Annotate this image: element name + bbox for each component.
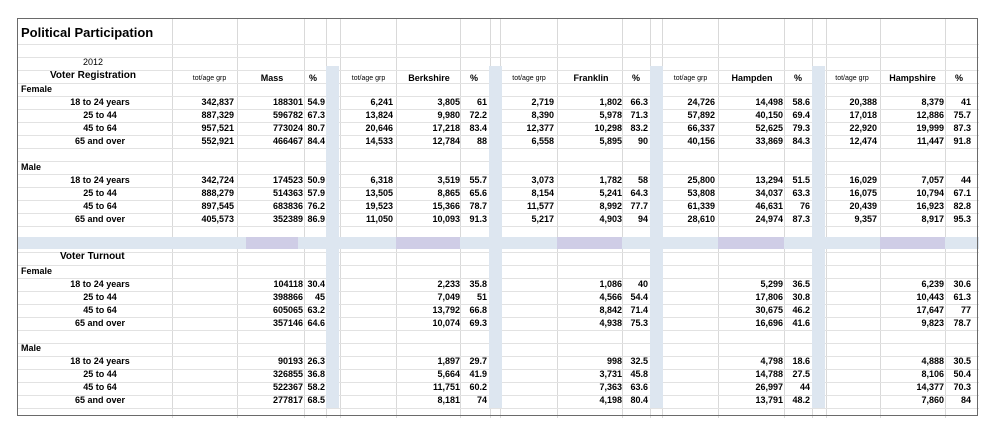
hampden-percent-cell: 18.6	[792, 356, 810, 366]
berkshire-percent-cell: 60.2	[469, 382, 487, 392]
hampshire-count-cell: 14,377	[916, 382, 944, 392]
age-group-label: 45 to 64	[83, 382, 117, 392]
hampden-total-cell: 24,726	[687, 97, 715, 107]
hampshire-total-cell: 22,920	[849, 123, 877, 133]
hampshire-count-cell: 8,106	[921, 369, 944, 379]
mass-tot-header: tot/age grp	[192, 75, 227, 82]
hampshire-count-cell: 19,999	[916, 123, 944, 133]
franklin-count-cell: 3,731	[599, 369, 622, 379]
hampshire-percent-cell: 84	[960, 395, 971, 405]
hampshire-count-cell: 11,447	[916, 136, 944, 146]
mass-total-cell: 342,724	[201, 175, 234, 185]
franklin-count-cell: 998	[606, 356, 622, 366]
mass-count-cell: 522367	[272, 382, 303, 392]
mass-count-cell: 398866	[272, 292, 303, 302]
hampden-total-cell: 61,339	[687, 201, 715, 211]
franklin-percent-cell: 94	[637, 214, 648, 224]
age-group-label: 25 to 44	[83, 369, 117, 379]
franklin-percent-cell: 54.4	[630, 292, 648, 302]
hampshire-count-cell: 8,379	[921, 97, 944, 107]
registration-male-label: Male	[21, 162, 42, 172]
hampshire-total-cell: 9,357	[854, 214, 877, 224]
mass-count-cell: 326855	[272, 369, 303, 379]
mass-count-cell: 188301	[272, 97, 303, 107]
hampshire-count-cell: 16,923	[916, 201, 944, 211]
franklin-tot-header: tot/age grp	[512, 75, 546, 82]
hampshire-count-cell: 10,794	[916, 188, 944, 198]
berkshire-total-cell: 6,241	[370, 97, 393, 107]
hampshire-tot-header: tot/age grp	[835, 75, 869, 82]
hampden-percent-cell: 58.6	[792, 97, 810, 107]
hampshire-total-cell: 17,018	[849, 110, 877, 120]
mass-percent-cell: 84.4	[307, 136, 325, 146]
age-group-label: 25 to 44	[83, 110, 117, 120]
franklin-count-cell: 1,086	[599, 279, 622, 289]
mass-total-cell: 887,329	[201, 110, 234, 120]
mass-count-cell: 174523	[272, 175, 303, 185]
table-row	[0, 381, 994, 394]
mass-percent-cell: 54.9	[307, 97, 325, 107]
berkshire-tot-header: tot/age grp	[351, 75, 386, 82]
table-row	[0, 317, 994, 330]
mass-percent-cell: 30.4	[307, 279, 325, 289]
age-group-label: 18 to 24 years	[70, 175, 130, 185]
franklin-percent-cell: 90	[637, 136, 648, 146]
mass-count-cell: 104118	[273, 279, 303, 289]
table-row	[0, 109, 994, 122]
hampshire-total-cell: 16,075	[849, 188, 877, 198]
hampden-percent-cell: 48.2	[792, 395, 810, 405]
berkshire-total-cell: 6,318	[370, 175, 393, 185]
berkshire-count-cell: 3,805	[437, 97, 460, 107]
hampshire-count-cell: 12,886	[916, 110, 944, 120]
berkshire-percent-cell: 88	[476, 136, 487, 146]
registration-female-label: Female	[21, 84, 53, 94]
age-group-label: 65 and over	[74, 214, 126, 224]
hampden-count-cell: 4,798	[760, 356, 783, 366]
franklin-percent-cell: 75.3	[630, 318, 648, 328]
hampden-count-cell: 13,294	[755, 175, 783, 185]
mass-total-cell: 957,521	[201, 123, 234, 133]
berkshire-percent-cell: 74	[476, 395, 487, 405]
hampshire-count-cell: 7,057	[921, 175, 944, 185]
age-group-label: 45 to 64	[83, 305, 117, 315]
hampshire-percent-cell: 78.7	[953, 318, 971, 328]
mass-count-cell: 683836	[272, 201, 303, 211]
franklin-percent-cell: 63.6	[630, 382, 648, 392]
mass-count-cell: 466467	[272, 136, 303, 146]
berkshire-total-cell: 19,523	[365, 201, 393, 211]
hampshire-percent-cell: 82.8	[953, 201, 971, 211]
turnout-female-label: Female	[21, 266, 53, 276]
mass-pct-header: %	[308, 73, 317, 83]
franklin-count-cell: 5,895	[599, 136, 622, 146]
mass-count-cell: 357146	[272, 318, 303, 328]
franklin-total-cell: 11,577	[526, 201, 554, 211]
hampshire-header: Hampshire	[889, 73, 936, 83]
mass-count-cell: 277817	[272, 395, 303, 405]
franklin-percent-cell: 71.3	[630, 110, 648, 120]
franklin-total-cell: 6,558	[531, 136, 554, 146]
hampshire-percent-cell: 91.8	[953, 136, 971, 146]
berkshire-percent-cell: 35.8	[469, 279, 487, 289]
berkshire-count-cell: 8,181	[437, 395, 460, 405]
hampden-count-cell: 46,631	[755, 201, 783, 211]
hampshire-percent-cell: 87.3	[953, 123, 971, 133]
franklin-count-cell: 4,903	[599, 214, 622, 224]
berkshire-total-cell: 14,533	[365, 136, 393, 146]
berkshire-count-cell: 8,865	[437, 188, 460, 198]
mass-total-cell: 342,837	[201, 97, 234, 107]
table-row	[0, 278, 994, 291]
hampshire-count-cell: 4,888	[921, 356, 944, 366]
mass-percent-cell: 80.7	[307, 123, 325, 133]
mass-count-cell: 773024	[272, 123, 303, 133]
franklin-percent-cell: 64.3	[630, 188, 648, 198]
hampden-count-cell: 33,869	[755, 136, 783, 146]
franklin-count-cell: 5,241	[599, 188, 622, 198]
franklin-percent-cell: 77.7	[630, 201, 648, 211]
hampden-total-cell: 40,156	[687, 136, 715, 146]
berkshire-count-cell: 12,784	[432, 136, 460, 146]
age-group-label: 45 to 64	[83, 201, 117, 211]
table-row	[0, 291, 994, 304]
age-group-label: 18 to 24 years	[70, 356, 130, 366]
hampden-percent-cell: 79.3	[792, 123, 810, 133]
franklin-percent-cell: 80.4	[630, 395, 648, 405]
hampden-total-cell: 28,610	[687, 214, 715, 224]
berkshire-count-cell: 3,519	[437, 175, 460, 185]
hampshire-percent-cell: 77	[960, 305, 971, 315]
mass-percent-cell: 57.9	[307, 188, 325, 198]
table-row	[0, 355, 994, 368]
berkshire-count-cell: 13,792	[432, 305, 460, 315]
mass-total-cell: 552,921	[201, 136, 234, 146]
hampden-pct-header: %	[793, 73, 802, 83]
berkshire-count-cell: 1,897	[437, 356, 460, 366]
hampden-count-cell: 16,696	[755, 318, 783, 328]
mass-percent-cell: 58.2	[307, 382, 325, 392]
hampden-percent-cell: 63.3	[792, 188, 810, 198]
hampden-count-cell: 24,974	[755, 214, 783, 224]
hampshire-percent-cell: 30.6	[953, 279, 971, 289]
hampshire-percent-cell: 67.1	[953, 188, 971, 198]
age-group-label: 25 to 44	[83, 188, 117, 198]
berkshire-percent-cell: 51	[476, 292, 487, 302]
hampden-count-cell: 52,625	[755, 123, 783, 133]
hampden-count-cell: 30,675	[755, 305, 783, 315]
franklin-count-cell: 10,298	[594, 123, 622, 133]
mass-percent-cell: 50.9	[307, 175, 325, 185]
mass-percent-cell: 26.3	[307, 356, 325, 366]
hampshire-percent-cell: 41	[960, 97, 971, 107]
hampden-count-cell: 13,791	[755, 395, 783, 405]
berkshire-percent-cell: 55.7	[469, 175, 487, 185]
registration-title: Voter Registration	[50, 70, 136, 81]
hampshire-percent-cell: 70.3	[953, 382, 971, 392]
hampden-total-cell: 25,800	[687, 175, 715, 185]
berkshire-count-cell: 11,751	[432, 382, 460, 392]
table-row	[0, 96, 994, 109]
franklin-count-cell: 8,992	[599, 201, 622, 211]
franklin-count-cell: 4,566	[599, 292, 622, 302]
franklin-count-cell: 8,842	[599, 305, 622, 315]
hampden-count-cell: 14,788	[755, 369, 783, 379]
hampden-count-cell: 14,498	[755, 97, 783, 107]
mass-percent-cell: 45	[314, 292, 325, 302]
table-row	[0, 213, 994, 226]
berkshire-count-cell: 15,366	[432, 201, 460, 211]
mass-percent-cell: 68.5	[307, 395, 325, 405]
mass-total-cell: 405,573	[201, 214, 234, 224]
hampden-percent-cell: 44	[799, 382, 810, 392]
mass-percent-cell: 67.3	[307, 110, 325, 120]
age-group-label: 65 and over	[74, 395, 126, 405]
hampden-percent-cell: 36.5	[792, 279, 810, 289]
berkshire-total-cell: 11,050	[365, 214, 393, 224]
hampden-total-cell: 66,337	[687, 123, 715, 133]
berkshire-percent-cell: 78.7	[469, 201, 487, 211]
hampshire-percent-cell: 50.4	[953, 369, 971, 379]
franklin-total-cell: 2,719	[531, 97, 554, 107]
franklin-count-cell: 1,802	[599, 97, 622, 107]
table-row	[0, 122, 994, 135]
franklin-total-cell: 5,217	[531, 214, 554, 224]
age-group-label: 18 to 24 years	[70, 97, 130, 107]
mass-count-cell: 90193	[277, 356, 303, 366]
hampden-percent-cell: 27.5	[792, 369, 810, 379]
berkshire-count-cell: 10,093	[432, 214, 460, 224]
hampshire-pct-header: %	[954, 73, 963, 83]
hampden-total-cell: 53,808	[687, 188, 715, 198]
hampshire-percent-cell: 30.5	[953, 356, 971, 366]
hampshire-count-cell: 7,860	[921, 395, 944, 405]
franklin-count-cell: 5,978	[599, 110, 622, 120]
hampshire-count-cell: 10,443	[916, 292, 944, 302]
hampshire-count-cell: 8,917	[921, 214, 944, 224]
table-row	[0, 368, 994, 381]
berkshire-percent-cell: 72.2	[469, 110, 487, 120]
table-row	[0, 200, 994, 213]
berkshire-percent-cell: 65.6	[469, 188, 487, 198]
hampshire-percent-cell: 44	[960, 175, 971, 185]
mass-count-cell: 352389	[272, 214, 303, 224]
berkshire-percent-cell: 41.9	[469, 369, 487, 379]
hampden-count-cell: 34,037	[755, 188, 783, 198]
hampshire-count-cell: 9,823	[921, 318, 944, 328]
table-row	[0, 174, 994, 187]
franklin-total-cell: 12,377	[526, 123, 554, 133]
hampden-count-cell: 5,299	[760, 279, 783, 289]
mass-count-cell: 605065	[272, 305, 303, 315]
mass-percent-cell: 86.9	[307, 214, 325, 224]
age-group-label: 45 to 64	[83, 123, 117, 133]
hampden-count-cell: 17,806	[755, 292, 783, 302]
hampden-percent-cell: 46.2	[792, 305, 810, 315]
franklin-percent-cell: 71.4	[630, 305, 648, 315]
franklin-total-cell: 3,073	[531, 175, 554, 185]
berkshire-header: Berkshire	[408, 73, 450, 83]
franklin-pct-header: %	[631, 73, 640, 83]
hampden-percent-cell: 41.6	[792, 318, 810, 328]
berkshire-total-cell: 13,824	[365, 110, 393, 120]
mass-count-cell: 514363	[272, 188, 303, 198]
berkshire-percent-cell: 83.4	[469, 123, 487, 133]
franklin-total-cell: 8,390	[531, 110, 554, 120]
berkshire-count-cell: 10,074	[432, 318, 460, 328]
hampshire-total-cell: 16,029	[849, 175, 877, 185]
table-row	[0, 187, 994, 200]
hampden-percent-cell: 69.4	[792, 110, 810, 120]
age-group-label: 25 to 44	[83, 292, 117, 302]
berkshire-percent-cell: 61	[476, 97, 487, 107]
age-group-label: 18 to 24 years	[70, 279, 130, 289]
franklin-count-cell: 4,198	[599, 395, 622, 405]
hampden-count-cell: 40,150	[755, 110, 783, 120]
berkshire-count-cell: 2,233	[437, 279, 460, 289]
hampshire-percent-cell: 95.3	[953, 214, 971, 224]
mass-percent-cell: 36.8	[307, 369, 325, 379]
hampshire-count-cell: 6,239	[921, 279, 944, 289]
franklin-percent-cell: 58	[637, 175, 648, 185]
hampden-percent-cell: 87.3	[792, 214, 810, 224]
mass-percent-cell: 63.2	[307, 305, 325, 315]
mass-percent-cell: 76.2	[307, 201, 325, 211]
hampshire-total-cell: 20,388	[849, 97, 877, 107]
franklin-percent-cell: 45.8	[630, 369, 648, 379]
franklin-percent-cell: 66.3	[630, 97, 648, 107]
hampden-percent-cell: 76	[799, 201, 810, 211]
age-group-label: 65 and over	[74, 136, 126, 146]
hampden-tot-header: tot/age grp	[673, 75, 708, 82]
franklin-count-cell: 1,782	[599, 175, 622, 185]
mass-header: Mass	[260, 73, 284, 83]
table-row	[0, 394, 994, 407]
hampshire-percent-cell: 61.3	[953, 292, 971, 302]
turnout-male-label: Male	[21, 343, 42, 353]
berkshire-percent-cell: 66.8	[469, 305, 487, 315]
franklin-percent-cell: 83.2	[630, 123, 648, 133]
berkshire-percent-cell: 91.3	[469, 214, 487, 224]
hampshire-percent-cell: 75.7	[953, 110, 971, 120]
berkshire-count-cell: 17,218	[432, 123, 460, 133]
berkshire-percent-cell: 69.3	[469, 318, 487, 328]
hampden-count-cell: 26,997	[755, 382, 783, 392]
berkshire-percent-cell: 29.7	[469, 356, 487, 366]
hampshire-total-cell: 12,474	[849, 136, 877, 146]
table-row	[0, 135, 994, 148]
berkshire-total-cell: 13,505	[365, 188, 393, 198]
year-label: 2012	[83, 57, 104, 67]
mass-total-cell: 897,545	[201, 201, 234, 211]
franklin-total-cell: 8,154	[531, 188, 554, 198]
berkshire-total-cell: 20,646	[365, 123, 393, 133]
page-title: Political Participation	[21, 25, 154, 40]
table-row	[0, 304, 994, 317]
franklin-percent-cell: 40	[637, 279, 648, 289]
berkshire-count-cell: 7,049	[437, 292, 460, 302]
hampden-header: Hampden	[731, 73, 773, 83]
mass-count-cell: 596782	[272, 110, 303, 120]
berkshire-count-cell: 9,980	[437, 110, 460, 120]
age-group-label: 65 and over	[74, 318, 126, 328]
berkshire-count-cell: 5,664	[437, 369, 460, 379]
hampshire-total-cell: 20,439	[849, 201, 877, 211]
hampden-percent-cell: 30.8	[792, 292, 810, 302]
hampden-percent-cell: 84.3	[792, 136, 810, 146]
franklin-percent-cell: 32.5	[630, 356, 648, 366]
mass-percent-cell: 64.6	[307, 318, 325, 328]
hampden-total-cell: 57,892	[687, 110, 715, 120]
franklin-count-cell: 4,938	[599, 318, 622, 328]
franklin-count-cell: 7,363	[599, 382, 622, 392]
hampden-percent-cell: 51.5	[792, 175, 810, 185]
mass-total-cell: 888,279	[201, 188, 234, 198]
berkshire-pct-header: %	[469, 73, 478, 83]
hampshire-count-cell: 17,647	[916, 305, 944, 315]
turnout-title: Voter Turnout	[60, 251, 125, 262]
franklin-header: Franklin	[573, 73, 609, 83]
